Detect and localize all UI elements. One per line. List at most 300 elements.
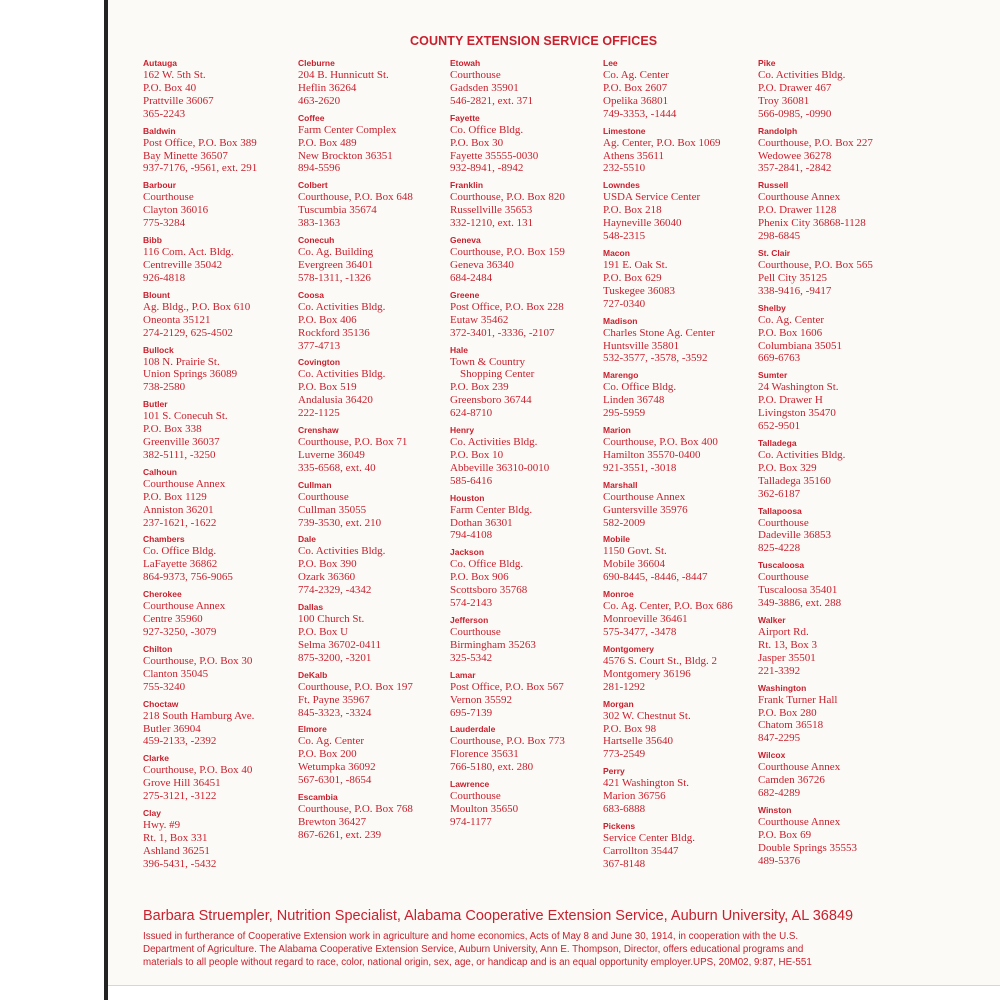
address-line: P.O. Box 338 — [143, 423, 202, 436]
county-entry — [603, 699, 773, 762]
county-entry — [603, 180, 773, 243]
county-name: Walker — [758, 615, 786, 625]
county-entry — [758, 506, 928, 556]
county-entry — [450, 235, 620, 285]
address-line: Courthouse, P.O. Box 159 — [450, 246, 565, 259]
address-line: 682-4289 — [758, 787, 801, 800]
county-name: Lauderdale — [450, 724, 496, 735]
county-name: Greene — [450, 289, 480, 300]
address-line: 100 Church St. — [298, 613, 365, 626]
county-name: Pike — [758, 58, 776, 68]
address-line: 463-2620 — [298, 94, 341, 107]
address-line: 204 B. Hunnicutt St. — [298, 69, 389, 81]
county-entry — [758, 303, 928, 366]
address-line: Athens 35611 — [603, 149, 665, 162]
county-entry — [143, 699, 313, 749]
address-line: 575-3477, -3478 — [603, 626, 677, 638]
address-line: Tuskegee 36083 — [603, 284, 676, 297]
county-name: Montgomery — [603, 643, 654, 654]
footer-note-line: Department of Agriculture. The Alabama Cooperative Extension Service, Auburn University, Ann E. Thompson, Director, offers educational programs and — [143, 944, 804, 955]
address-line: Heflin 36264 — [298, 81, 357, 94]
county-entry — [758, 126, 928, 176]
county-entry — [450, 493, 620, 543]
address-line: Co. Ag. Center, P.O. Box 686 — [603, 600, 733, 613]
address-line: P.O. Box 390 — [298, 558, 357, 571]
address-line: 365-2243 — [143, 107, 186, 120]
page-bottom-edge — [108, 985, 1000, 1001]
county-entry — [758, 805, 928, 868]
address-line: 4576 S. Court St., Bldg. 2 — [603, 654, 717, 667]
county-name: Houston — [450, 492, 485, 503]
address-line: 101 S. Conecuh St. — [143, 410, 228, 423]
county-entry — [298, 724, 468, 787]
address-line: Livingston 35470 — [758, 407, 836, 420]
county-name: St. Clair — [758, 247, 791, 258]
address-line: 921-3551, -3018 — [603, 461, 677, 474]
county-entry — [143, 644, 313, 694]
address-line: Co. Activities Bldg. — [298, 300, 386, 313]
county-entry — [450, 615, 620, 665]
address-line: Vernon 35592 — [450, 693, 513, 706]
county-entry — [758, 560, 928, 610]
county-entry — [298, 290, 468, 353]
address-line: P.O. Box 280 — [758, 706, 817, 719]
address-line: P.O. Box 69 — [758, 828, 812, 841]
address-line: Monroeville 36461 — [603, 613, 688, 626]
address-line: Ozark 36360 — [298, 571, 356, 584]
address-line: Greensboro 36744 — [450, 394, 532, 407]
address-line: P.O. Box 2607 — [603, 81, 668, 94]
address-line: Mobile 36604 — [603, 558, 666, 571]
address-line: Hayneville 36040 — [603, 217, 682, 230]
address-line: Co. Ag. Center — [298, 735, 364, 748]
address-line: 773-2549 — [603, 748, 646, 761]
address-line: Scottsboro 35768 — [450, 584, 528, 597]
county-entry — [450, 180, 620, 230]
address-line: Union Springs 36089 — [143, 368, 238, 381]
county-name: Washington — [758, 682, 807, 693]
address-line: 749-3353, -1444 — [603, 107, 677, 120]
address-line: 825-4228 — [758, 542, 801, 555]
address-line: 927-3250, -3079 — [143, 626, 217, 638]
address-line: P.O. Box 329 — [758, 461, 817, 474]
address-line: 222-1125 — [298, 407, 340, 420]
address-line: Courthouse, P.O. Box 648 — [298, 191, 413, 204]
footer-credit: Barbara Struempler, Nutrition Specialist, Alabama Cooperative Extension Service, Auburn University, AL 36849 — [143, 908, 854, 924]
address-line: Co. Ag. Center — [603, 69, 669, 81]
county-entry — [450, 724, 620, 774]
county-entry — [450, 113, 620, 176]
address-line: Ag. Center, P.O. Box 1069 — [603, 136, 721, 149]
address-line: 548-2315 — [603, 230, 646, 243]
county-entry — [298, 113, 468, 176]
address-line: 367-8148 — [603, 857, 646, 870]
address-line: 382-5111, -3250 — [143, 448, 216, 461]
county-name: Pickens — [603, 820, 636, 831]
county-name: Cherokee — [143, 589, 182, 600]
address-line: Airport Rd. — [758, 626, 809, 638]
county-entry — [298, 534, 468, 597]
address-line: Courthouse, P.O. Box 400 — [603, 436, 718, 449]
address-line: Courthouse — [450, 626, 501, 638]
address-line: Tuscaloosa 35401 — [758, 584, 838, 597]
address-line: Eutaw 35462 — [450, 313, 509, 326]
address-line: 459-2133, -2392 — [143, 735, 217, 748]
county-name: Etowah — [450, 58, 481, 68]
county-name: Coffee — [298, 112, 325, 123]
address-line: Co. Ag. Building — [298, 246, 374, 259]
address-line: Courthouse, P.O. Box 227 — [758, 136, 873, 149]
address-line: Fayette 35555-0030 — [450, 149, 539, 162]
county-entry — [298, 235, 468, 285]
county-entry — [143, 290, 313, 340]
county-entry — [143, 534, 313, 584]
address-line: Co. Office Bldg. — [450, 558, 524, 571]
address-line: Dadeville 36853 — [758, 529, 832, 542]
address-line: P.O. Box 519 — [298, 381, 357, 394]
county-entry — [450, 670, 620, 720]
county-name: Crenshaw — [298, 425, 339, 436]
county-entry — [603, 370, 773, 420]
address-line: P.O. Box 1606 — [758, 326, 823, 339]
address-line: 377-4713 — [298, 339, 341, 352]
county-name: Colbert — [298, 180, 328, 191]
address-line: 624-8710 — [450, 407, 493, 420]
address-line: 894-5596 — [298, 162, 341, 175]
footer-note-line: materials to all people without regard to race, color, national origin, sex, age, or handicap and is an equal opportunity employer.UPS, 20M02, 9:87, HE-551 — [143, 957, 812, 968]
county-name: Tallapoosa — [758, 505, 802, 516]
county-entry — [450, 779, 620, 829]
county-name: Henry — [450, 425, 475, 436]
address-line: Oneonta 35121 — [143, 313, 211, 326]
address-line: 937-7176, -9561, ext. 291 — [143, 162, 258, 175]
office-column-2 — [298, 58, 468, 847]
county-name: Randolph — [758, 125, 798, 136]
county-entry — [450, 425, 620, 488]
county-name: Jackson — [450, 547, 485, 558]
county-name: Sumter — [758, 370, 788, 381]
address-line: P.O. Box 10 — [450, 448, 504, 461]
address-line: 275-3121, -3122 — [143, 790, 217, 803]
address-line: 232-5510 — [603, 162, 646, 175]
county-name: Cullman — [298, 479, 332, 490]
address-line: 582-2009 — [603, 516, 646, 529]
county-name: Dallas — [298, 602, 324, 613]
address-line: 926-4818 — [143, 271, 186, 284]
county-name: Shelby — [758, 302, 786, 313]
address-line: Courthouse, P.O. Box 820 — [450, 191, 565, 204]
address-line: 695-7139 — [450, 706, 493, 719]
county-name: Fayette — [450, 112, 480, 123]
address-line: LaFayette 36862 — [143, 558, 218, 571]
county-entry — [143, 180, 313, 230]
address-line: Andalusia 36420 — [298, 394, 373, 407]
address-line: Courthouse — [450, 69, 501, 81]
county-entry — [450, 58, 620, 108]
county-entry — [143, 345, 313, 395]
address-line: 652-9501 — [758, 420, 801, 433]
county-entry — [758, 58, 928, 121]
address-line: 116 Com. Act. Bldg. — [143, 246, 234, 259]
address-line: Frank Turner Hall — [758, 693, 838, 706]
address-line: P.O. Box 406 — [298, 313, 357, 326]
address-line: Evergreen 36401 — [298, 258, 374, 271]
address-line: 1150 Govt. St. — [603, 545, 667, 558]
county-entry — [758, 438, 928, 501]
address-line: Centreville 35042 — [143, 258, 223, 271]
county-entry — [603, 589, 773, 639]
county-entry — [298, 180, 468, 230]
address-line: 108 N. Prairie St. — [143, 355, 220, 368]
address-line: 546-2821, ext. 371 — [450, 94, 534, 107]
address-line: 566-0985, -0990 — [758, 107, 832, 120]
county-entry — [298, 58, 468, 108]
address-line: 738-2580 — [143, 381, 186, 394]
county-name: Butler — [143, 399, 168, 410]
county-name: Winston — [758, 804, 792, 815]
address-line: Birmingham 35263 — [450, 638, 536, 651]
office-column-3 — [450, 58, 620, 834]
address-line: P.O. Box 906 — [450, 571, 509, 584]
county-entry — [143, 126, 313, 176]
address-line: Farm Center Complex — [298, 123, 397, 136]
footer-note-line: Issued in furtherance of Cooperative Extension work in agriculture and home economics, Acts of May 8 and June 30, 1914, in cooperation with the U.S. — [143, 931, 799, 942]
address-line: Courthouse Annex — [143, 600, 226, 613]
address-line: Bay Minette 36507 — [143, 149, 228, 162]
county-name: Elmore — [298, 724, 327, 735]
county-entry — [758, 248, 928, 298]
county-name: Geneva — [450, 235, 481, 246]
county-entry — [603, 248, 773, 311]
address-line: 845-3323, -3324 — [298, 706, 372, 719]
county-entry — [143, 808, 313, 871]
address-line: 683-6888 — [603, 803, 646, 816]
address-line: 218 South Hamburg Ave. — [143, 709, 255, 722]
address-line: 191 E. Oak St. — [603, 258, 668, 271]
county-name: Lawrence — [450, 779, 490, 790]
county-name: Marshall — [603, 479, 638, 490]
address-line: Opelika 36801 — [603, 94, 669, 107]
county-name: Blount — [143, 289, 170, 300]
county-entry — [603, 480, 773, 530]
address-line: 766-5180, ext. 280 — [450, 761, 534, 774]
address-line: 302 W. Chestnut St. — [603, 709, 691, 722]
address-line: Luverne 36049 — [298, 448, 365, 461]
county-name: Franklin — [450, 180, 484, 191]
address-line: Wedowee 36278 — [758, 149, 832, 162]
county-entry — [603, 126, 773, 176]
county-name: Lee — [603, 58, 618, 68]
address-line: 295-5959 — [603, 407, 646, 420]
address-line: Chatom 36518 — [758, 719, 824, 732]
address-line: 274-2129, 625-4502 — [143, 326, 233, 339]
address-line: 383-1363 — [298, 217, 341, 230]
address-line: Courthouse Annex — [758, 815, 841, 828]
address-line: P.O. Box 239 — [450, 381, 509, 394]
county-entry — [603, 425, 773, 475]
address-line: Courthouse — [450, 790, 501, 803]
address-line: Grove Hill 36451 — [143, 777, 221, 790]
address-line: Courthouse Annex — [143, 477, 226, 490]
address-line: Courthouse — [298, 490, 349, 503]
county-entry — [143, 235, 313, 285]
address-line: Courthouse Annex — [758, 191, 841, 204]
address-line: 372-3401, -3336, -2107 — [450, 326, 555, 339]
address-line: Ag. Bldg., P.O. Box 610 — [143, 300, 251, 313]
county-name: Monroe — [603, 589, 634, 600]
address-line: Co. Activities Bldg. — [758, 448, 846, 461]
address-line: Florence 35631 — [450, 748, 519, 761]
address-line: Jasper 35501 — [758, 651, 816, 664]
address-line: Huntsville 35801 — [603, 339, 680, 352]
footer-disclaimer — [143, 930, 903, 969]
address-line: Double Springs 35553 — [758, 841, 857, 854]
county-name: Macon — [603, 247, 630, 258]
address-line: Courthouse, P.O. Box 565 — [758, 258, 873, 271]
address-line: 338-9416, -9417 — [758, 284, 832, 297]
county-name: Talladega — [758, 437, 797, 448]
address-line: 847-2295 — [758, 732, 801, 745]
address-line: 357-2841, -2842 — [758, 162, 832, 175]
county-entry — [298, 357, 468, 420]
county-entry — [143, 58, 313, 121]
address-line: Prattville 36067 — [143, 94, 214, 107]
address-line: P.O. Box U — [298, 626, 349, 638]
address-line: P.O. Box 1129 — [143, 490, 207, 503]
county-entry — [758, 750, 928, 800]
address-line: 332-1210, ext. 131 — [450, 217, 534, 230]
address-line: Wetumpka 36092 — [298, 761, 376, 774]
county-name: Lowndes — [603, 180, 640, 191]
address-line: Co. Activities Bldg. — [450, 436, 538, 449]
address-line: 727-0340 — [603, 297, 646, 310]
address-line: Greenville 36037 — [143, 436, 220, 449]
county-name: Autauga — [143, 58, 177, 68]
county-entry — [298, 480, 468, 530]
address-line: 775-3284 — [143, 217, 186, 230]
county-name: Dale — [298, 534, 316, 545]
address-line: Brewton 36427 — [298, 815, 367, 828]
address-line: Butler 36904 — [143, 722, 201, 735]
address-line: 281-1292 — [603, 680, 646, 693]
address-line: Courthouse, P.O. Box 768 — [298, 803, 413, 816]
address-line: Courthouse, P.O. Box 40 — [143, 764, 253, 777]
address-line: 684-2484 — [450, 271, 493, 284]
address-line: P.O. Box 30 — [450, 136, 504, 149]
address-line: 574-2143 — [450, 597, 493, 610]
address-line: 864-9373, 756-9065 — [143, 571, 233, 584]
address-line: P.O. Box 218 — [603, 204, 662, 217]
address-line: 298-6845 — [758, 230, 801, 243]
address-line: 567-6301, -8654 — [298, 774, 372, 787]
address-line: Clanton 35045 — [143, 667, 209, 680]
county-name: Tuscaloosa — [758, 560, 805, 571]
address-line: 162 W. 5th St. — [143, 69, 206, 81]
address-line: Co. Activities Bldg. — [758, 69, 846, 81]
county-entry — [450, 345, 620, 421]
address-line: 362-6187 — [758, 487, 801, 500]
address-line: Ft. Payne 35967 — [298, 693, 370, 706]
county-name: Marengo — [603, 370, 639, 381]
county-name: DeKalb — [298, 669, 328, 680]
address-line: 932-8941, -8942 — [450, 162, 524, 175]
county-name: Baldwin — [143, 125, 176, 136]
address-line: Talladega 35160 — [758, 474, 831, 487]
county-name: Escambia — [298, 792, 338, 803]
address-line: 24 Washington St. — [758, 381, 839, 394]
county-entry — [298, 792, 468, 842]
county-name: Marion — [603, 425, 631, 436]
county-name: Cleburne — [298, 58, 335, 68]
county-name: Perry — [603, 766, 625, 777]
address-line: 335-6568, ext. 40 — [298, 461, 376, 474]
address-line: Co. Ag. Center — [758, 313, 824, 326]
address-line: Co. Office Bldg. — [450, 123, 524, 136]
address-line: Guntersville 35976 — [603, 503, 688, 516]
county-entry — [758, 180, 928, 243]
address-line: Rt. 1, Box 331 — [143, 831, 208, 844]
address-line: 739-3530, ext. 210 — [298, 516, 382, 529]
county-name: Covington — [298, 357, 341, 368]
address-line: Courthouse Annex — [758, 761, 841, 774]
county-name: Mobile — [603, 534, 630, 545]
county-name: Madison — [603, 315, 638, 326]
county-entry — [603, 821, 773, 871]
county-name: Hale — [450, 344, 468, 355]
address-line: Geneva 36340 — [450, 258, 514, 271]
address-line: 421 Washington St. — [603, 777, 690, 790]
address-line: Shopping Center — [460, 368, 535, 381]
county-entry — [143, 467, 313, 530]
address-line: USDA Service Center — [603, 191, 701, 204]
address-line: Service Center Bldg. — [603, 831, 695, 844]
address-line: Marion 36756 — [603, 790, 666, 803]
address-line: Co. Office Bldg. — [143, 545, 217, 558]
address-line: P.O. Drawer H — [758, 394, 823, 407]
address-line: Clayton 36016 — [143, 204, 209, 217]
address-line: Camden 36726 — [758, 774, 825, 787]
county-entry — [298, 602, 468, 665]
county-entry — [603, 534, 773, 584]
address-line: Farm Center Bldg. — [450, 503, 533, 516]
county-name: Barbour — [143, 180, 177, 191]
county-name: Choctaw — [143, 698, 179, 709]
address-line: Pell City 35125 — [758, 271, 828, 284]
address-line: 237-1621, -1622 — [143, 516, 217, 529]
address-line: 974-1177 — [450, 815, 492, 828]
address-line: Tuscumbia 35674 — [298, 204, 377, 217]
county-entry — [298, 670, 468, 720]
county-name: Calhoun — [143, 466, 177, 477]
address-line: Hartselle 35640 — [603, 735, 673, 748]
address-line: Courthouse Annex — [603, 490, 686, 503]
county-name: Limestone — [603, 125, 646, 136]
county-entry — [143, 399, 313, 462]
county-name: Chambers — [143, 534, 185, 545]
address-line: Montgomery 36196 — [603, 667, 691, 680]
page-title: COUNTY EXTENSION SERVICE OFFICES — [410, 34, 658, 48]
county-name: Bullock — [143, 344, 174, 355]
address-line: Town & Country — [450, 355, 526, 368]
address-line: Courthouse — [143, 191, 194, 204]
address-line: Co. Activities Bldg. — [298, 368, 386, 381]
county-entry — [758, 615, 928, 678]
address-line: Charles Stone Ag. Center — [603, 326, 715, 339]
county-entry — [298, 425, 468, 475]
address-line: 690-8445, -8446, -8447 — [603, 571, 708, 584]
county-name: Clay — [143, 808, 161, 819]
address-line: Ashland 36251 — [143, 844, 210, 857]
